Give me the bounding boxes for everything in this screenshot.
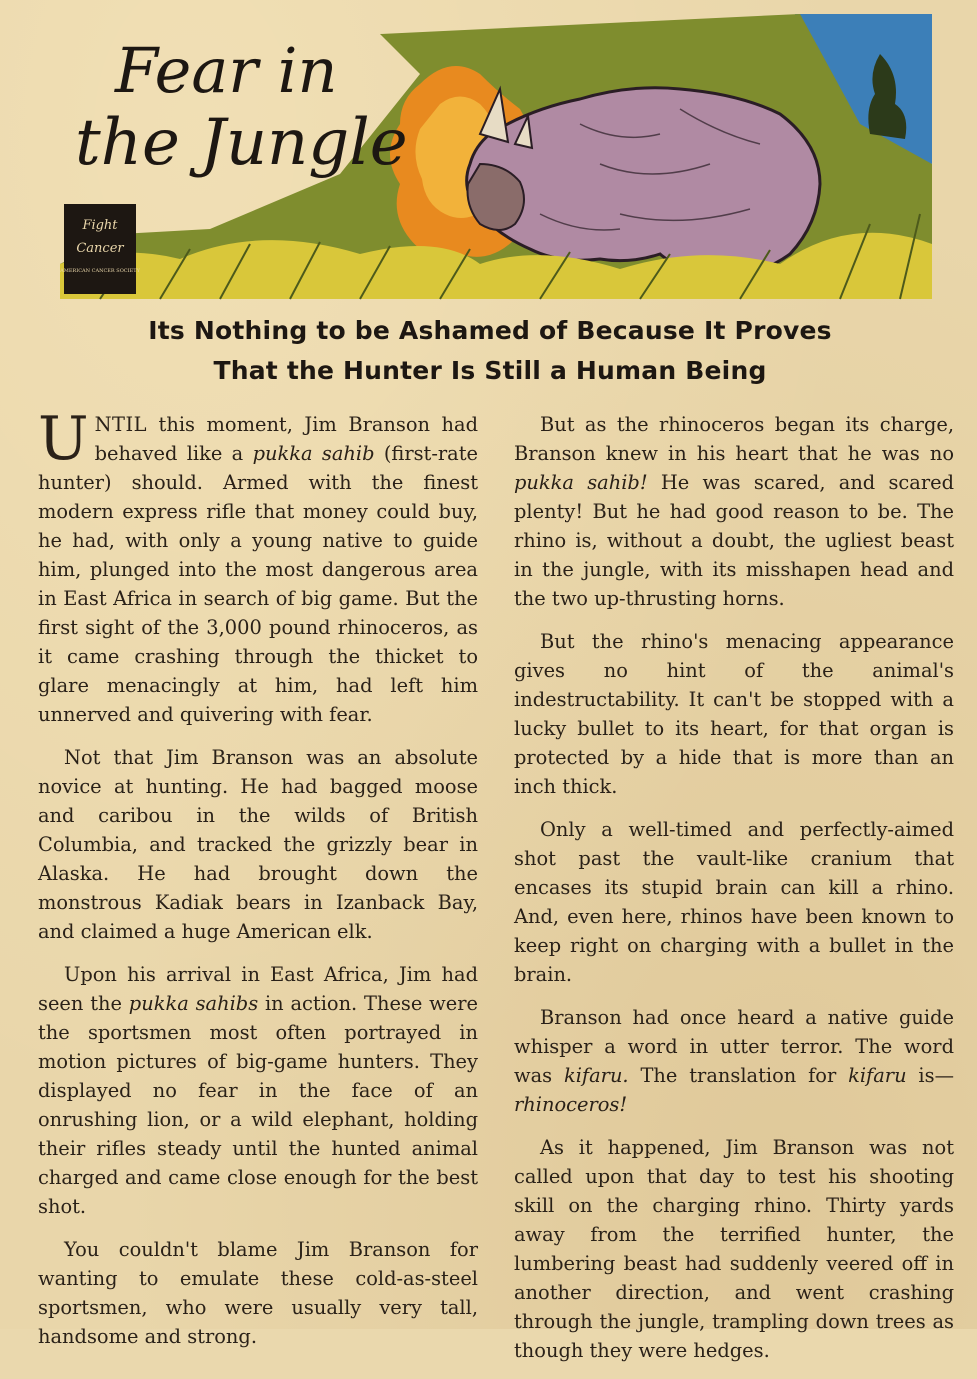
article-column-right (514, 410, 954, 1379)
italic-text: pukka sahibs (128, 992, 259, 1015)
body-text: Only a well-timed and perfectly-aimed shot past the vault-like cranium that encases its stupid brain can kill a rhino. And, even here, rhinos have been known to keep right on charging with a bullet in the brain. (514, 818, 954, 986)
body-text: Branson had once heard a native guide whisper a word in utter terror. The word was (514, 1006, 954, 1087)
body-text: in action. These were the sportsmen most often portrayed in motion pictures of big-game hunters. They displayed no fear in the face of an onrushing lion, or a wild elephant, holding their rifles steady until the hunted animal charged and came close enough for the best shot. (38, 992, 478, 1218)
article-paragraph (514, 410, 954, 613)
article-paragraph (514, 1003, 954, 1119)
italic-text: kifaru (848, 1064, 907, 1087)
logo-word-1: Fight (82, 218, 118, 233)
lead-word: NTIL (94, 413, 148, 436)
article-paragraph (38, 1235, 478, 1351)
body-text: As it happened, Jim Branson was not called upon that day to test his shooting skill on the charging rhino. Thirty yards away from the terrified hunter, the lumbering beast had suddenly veered off in another direction, and went crashing through the jungle, trampling down trees as though they were hedges. (514, 1136, 954, 1362)
body-text: Not that Jim Branson was an absolute novice at hunting. He had bagged moose and caribou in the wilds of British Columbia, and tracked the grizzly bear in Alaska. He had brought down the monstrous Kadiak bears in Izanback Bay, and claimed a huge American elk. (38, 746, 478, 943)
body-text: The translation for (628, 1064, 849, 1087)
article-paragraph (38, 743, 478, 946)
subtitle-line-1: Its Nothing to be Ashamed of Because It Proves (148, 316, 832, 345)
body-text: Upon his arrival in East Africa, Jim had seen the (38, 963, 478, 1015)
title-line-2: the Jungle (75, 106, 408, 180)
body-text: this moment, Jim Branson had behaved like a (94, 413, 478, 465)
article-paragraph (514, 815, 954, 989)
body-text: But the rhino's menacing appearance gives no hint of the animal's indestructability. It can't be stopped with a lucky bullet to its heart, for that organ is protected by a hide that is more than an inch thick. (514, 630, 954, 798)
drop-cap: U (38, 404, 89, 474)
logo-caption: AMERICAN CANCER SOCIETY (60, 268, 140, 274)
article-paragraph (514, 1133, 954, 1365)
body-text: You couldn't blame Jim Branson for wanting to emulate these cold-as-steel sportsmen, who were usually very tall, handsome and strong. (38, 1238, 478, 1348)
article-paragraph (38, 404, 478, 729)
logo-word-2: Cancer (76, 241, 124, 256)
italic-text: kifaru. (563, 1064, 629, 1087)
title-banner (60, 14, 932, 306)
title-line-1: Fear in (115, 34, 338, 107)
italic-text: rhinoceros! (514, 1093, 628, 1116)
article-paragraph (514, 627, 954, 801)
body-text: is— (906, 1064, 954, 1087)
subtitle-line-2: That the Hunter Is Still a Human Being (213, 356, 767, 385)
body-text: But as the rhinoceros began its charge, Branson knew in his heart that he was no (514, 413, 954, 465)
body-text: He was scared, and scared plenty! But he had good reason to be. The rhino is, without a doubt, the ugliest beast in the jungle, with its misshapen head and the two up-thrusting horns. (514, 471, 954, 610)
italic-text: pukka sahib! (514, 471, 648, 494)
body-text: (first-rate hunter) should. Armed with the finest modern express rifle that money could buy, he had, with only a young native to guide him, plunged into the most dangerous area in East Africa in search of big game. But the first sight of the 3,000 pound rhinoceros, as it came crashing through the thicket to glare menacingly at him, had left him unnerved and quivering with fear. (38, 442, 478, 726)
italic-text: pukka sahib (252, 442, 375, 465)
article-column-left (38, 404, 478, 1365)
article-paragraph (38, 960, 478, 1221)
